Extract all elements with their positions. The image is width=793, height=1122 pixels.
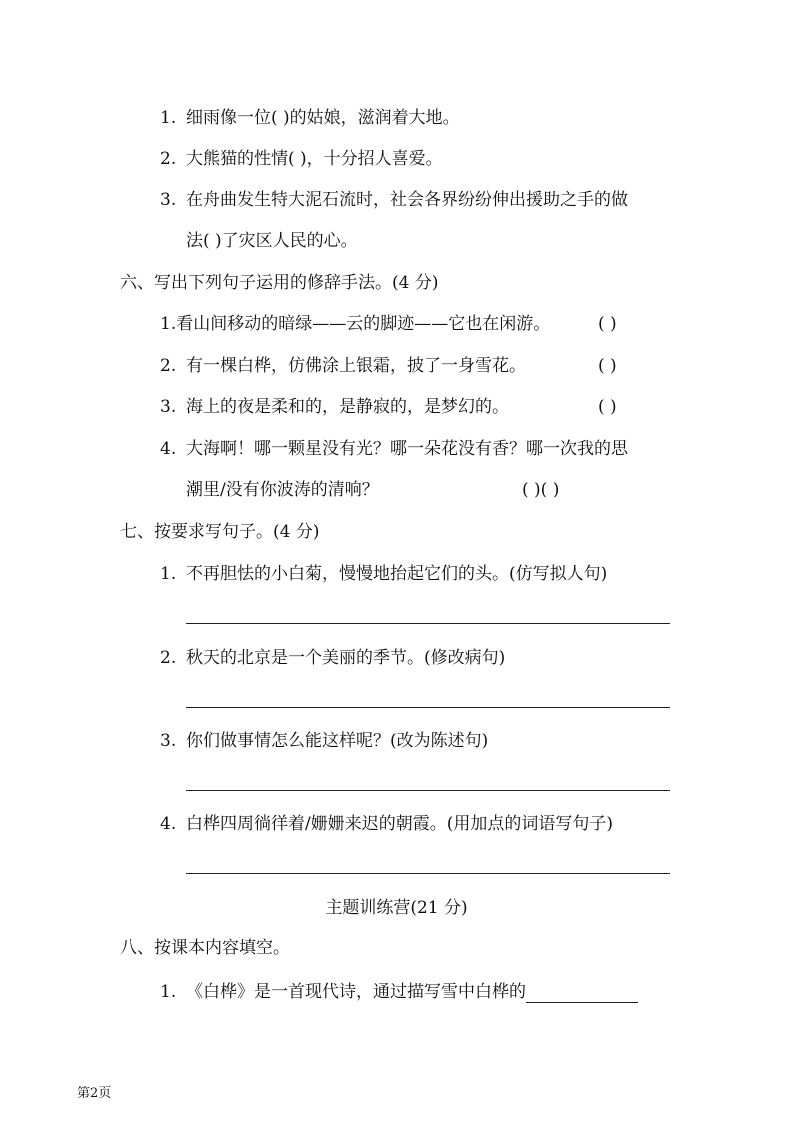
answer-line[interactable] — [186, 790, 670, 791]
answer-bracket[interactable]: ( ) — [598, 314, 617, 334]
item-number: 3. — [160, 731, 177, 751]
s8-item-1 — [160, 981, 638, 1003]
item-text: 在舟曲发生特大泥石流时，社会各界纷纷伸出援助之手的做 — [186, 190, 628, 210]
item-number: 3. — [160, 397, 177, 417]
s5-item-2 — [160, 148, 443, 170]
item-number: 1. — [160, 314, 177, 334]
answer-bracket[interactable]: ( ) — [598, 356, 617, 376]
theme-title: 主题训练营(21 分) — [325, 898, 468, 918]
s6-item-2 — [160, 355, 526, 377]
item-text: 有一棵白桦，仿佛涂上银霜，披了一身雪花。 — [186, 356, 526, 376]
answer-line[interactable] — [186, 623, 670, 624]
item-number: 1. — [160, 564, 177, 584]
s6-item-3 — [160, 396, 509, 418]
s7-item-4 — [160, 813, 613, 835]
item-number: 2. — [160, 356, 177, 376]
item-text: 细雨像一位( )的姑娘，滋润着大地。 — [186, 108, 460, 128]
s6-item-4-cont — [186, 479, 379, 501]
item-number: 4. — [160, 814, 177, 834]
item-text: 海上的夜是柔和的，是静寂的，是梦幻的。 — [186, 397, 509, 417]
item-text: 你们做事情怎么能这样呢？(改为陈述句) — [186, 731, 489, 751]
item-text: 法( )了灾区人民的心。 — [186, 231, 358, 251]
item-number: 4. — [160, 439, 177, 459]
item-text: 看山间移动的暗绿——云的脚迹——它也在闲游。 — [176, 314, 551, 334]
s5-item-1 — [160, 107, 460, 129]
item-number: 2. — [160, 648, 177, 668]
answer-line[interactable] — [186, 873, 670, 874]
s7-item-2 — [160, 647, 505, 669]
item-text: 白桦四周徜徉着/姗姗来迟的朝霞。(用加点的词语写句子) — [186, 814, 613, 834]
item-text: 《白桦》是一首现代诗，通过描写雪中白桦的 — [186, 982, 526, 1002]
item-text: 大海啊！哪一颗星没有光？哪一朵花没有香？哪一次我的思 — [186, 439, 628, 459]
answer-brackets[interactable]: ( )( ) — [522, 480, 560, 500]
section-8-heading: 八、按课本内容填空。 — [120, 938, 290, 958]
answer-bracket[interactable]: ( ) — [598, 397, 617, 417]
item-number: 1. — [160, 982, 177, 1002]
answer-line[interactable] — [186, 707, 670, 708]
s5-item-3 — [160, 189, 628, 211]
s5-item-3-cont — [186, 230, 358, 252]
s7-item-3 — [160, 730, 488, 752]
s7-item-1 — [160, 563, 607, 585]
section-6-heading: 六、写出下列句子运用的修辞手法。(4 分) — [120, 273, 439, 293]
s6-item-4 — [160, 438, 628, 460]
item-text: 秋天的北京是一个美丽的季节。(修改病句) — [186, 648, 506, 668]
item-number: 2. — [160, 149, 177, 169]
page-number: 第2页 — [77, 1086, 112, 1101]
fill-blank[interactable] — [526, 984, 638, 1003]
item-number: 1. — [160, 108, 177, 128]
item-number: 3. — [160, 190, 177, 210]
item-text: 不再胆怯的小白菊，慢慢地抬起它们的头。(仿写拟人句) — [186, 564, 608, 584]
s6-item-1 — [160, 313, 550, 335]
item-text: 大熊猫的性情( )，十分招人喜爱。 — [186, 149, 443, 169]
item-text: 潮里/没有你波涛的清响？ — [186, 480, 379, 500]
section-7-heading: 七、按要求写句子。(4 分) — [120, 522, 320, 542]
